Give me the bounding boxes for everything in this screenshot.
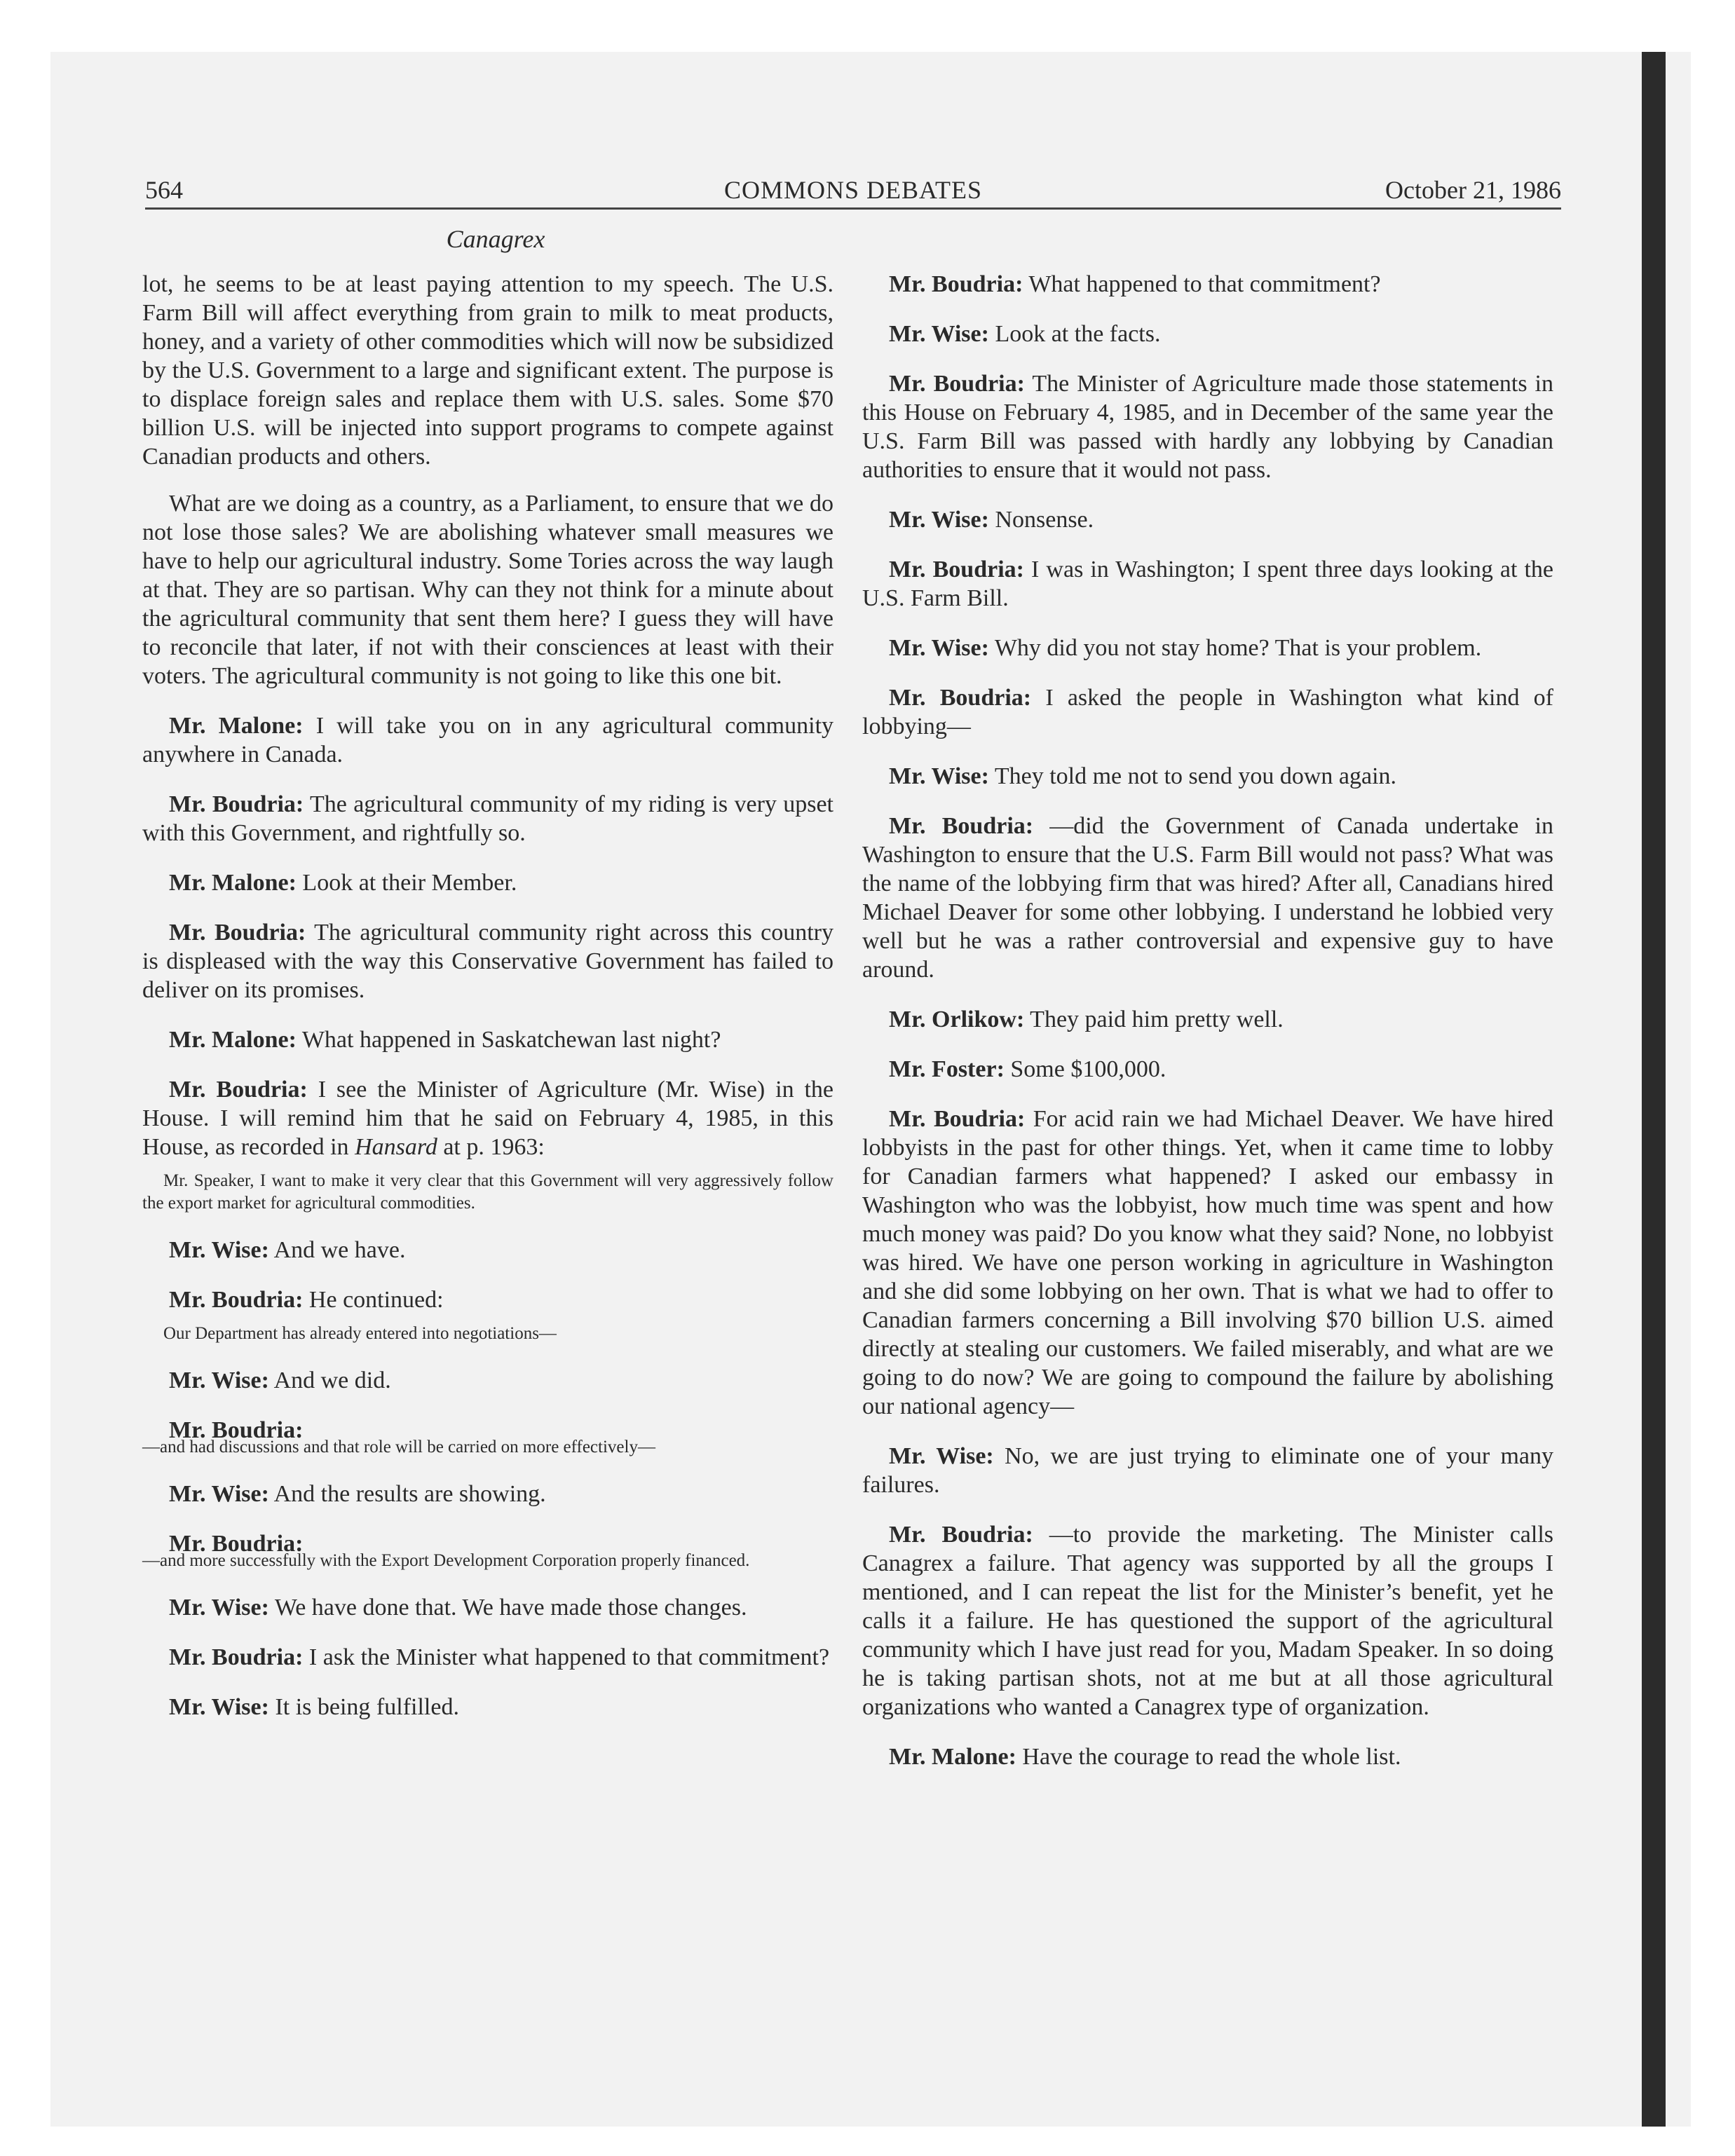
speaker-name: Mr. Boudria: <box>169 1531 304 1557</box>
speech-text: They paid him pretty well. <box>1030 1007 1284 1032</box>
speech-text: No, we are just trying to eliminate one of your many failures. <box>862 1443 1554 1498</box>
speech-text: What happened to that commitment? <box>1028 271 1381 297</box>
speech-paragraph <box>862 762 1553 791</box>
speech-text: I ask the Minister what happened to that commitment? <box>308 1644 830 1670</box>
quotation: Mr. Speaker, I want to make it very clear that this Government will very aggressively follow the export market for agricultural commodities. <box>142 1171 834 1213</box>
speech-text: What happened in Saskatchewan last night? <box>301 1027 721 1053</box>
publication-reference: Hansard <box>355 1134 437 1160</box>
speaker-name: Mr. Malone: <box>169 1027 297 1053</box>
speaker-name: Mr. Boudria: <box>169 1077 308 1103</box>
speech-paragraph <box>862 1105 1553 1421</box>
speech-text: For acid rain we had Michael Deaver. We have hired lobbyists in the past for other things. Yet, when it came time to lobby for Canadian farmers what happened? I asked our embassy in Washington who was the lobbyist, how much time was spent and how much money was paid? Do you know what they said? None, no lobbyist was hired. We have one person working in agriculture in Washington and she did some lobbying on her own. That is what we had to offer to Canadian farmers concerning a Bill involving $70 billion U.S. aimed directly at stealing our customers. We failed miserably, and what are we going to do now? We are going to compound the failure by abolishing our national agency— <box>862 1106 1554 1419</box>
speech-paragraph <box>862 1442 1553 1499</box>
speech-paragraph <box>862 555 1553 613</box>
speaker-name: Mr. Wise: <box>889 763 989 789</box>
speech-paragraph <box>142 1285 834 1314</box>
speech-paragraph <box>862 1005 1553 1034</box>
publication-date: October 21, 1986 <box>1385 176 1561 204</box>
speech-text: —to provide the marketing. The Minister calls Canagrex a failure. That agency was supported by all the groups I mentioned, and I can repeat the list for the Minister’s benefit, yet he calls it a failure. He has questioned the support of the agricultural community which I have just read for you, Madam Speaker. In so doing he is taking partisan shots, not at me but at all those agricultural organizations who wanted a Canagrex type of organization. <box>862 1522 1553 1720</box>
speech-paragraph <box>142 790 834 847</box>
speech-text: Have the courage to read the whole list. <box>1022 1744 1401 1770</box>
speaker-name: Mr. Malone: <box>169 713 304 739</box>
speech-paragraph <box>142 1025 834 1054</box>
speaker-name: Mr. Wise: <box>889 321 989 347</box>
speaker-name: Mr. Malone: <box>169 870 297 896</box>
speech-text: He continued: <box>308 1287 444 1313</box>
speech-paragraph <box>142 1643 834 1672</box>
speaker-name: Mr. Boudria: <box>889 557 1024 582</box>
speaker-name: Mr. Wise: <box>169 1237 269 1263</box>
speaker-name: Mr. Wise: <box>889 1443 994 1469</box>
speech-text: The agricultural community right across this country is displeased with the way this Conservative Government has failed to deliver on its promises. <box>142 920 834 1003</box>
speech-paragraph <box>862 369 1553 484</box>
speech-paragraph <box>862 1520 1553 1721</box>
speech-text: Look at the facts. <box>995 321 1161 347</box>
speech-paragraph <box>862 320 1553 348</box>
speech-paragraph <box>142 1075 834 1161</box>
speech-text: Nonsense. <box>995 507 1094 533</box>
speech-text: The Minister of Agriculture made those statements in this House on February 4, 1985, and in December of the same year the U.S. Farm Bill was passed with hardly any lobbying by Canadian authorities to ensure that it would not pass. <box>862 371 1554 483</box>
speaker-name: Mr. Wise: <box>889 507 989 533</box>
speaker-name: Mr. Boudria: <box>169 1287 304 1313</box>
speech-text: They told me not to send you down again. <box>994 763 1397 789</box>
speaker-name: Mr. Boudria: <box>889 1522 1033 1548</box>
paragraph: lot, he seems to be at least paying attention to my speech. The U.S. Farm Bill will affect everything from grain to milk to meat products, honey, and a variety of other commodities which will now be subsidized by the U.S. Government to a large and significant extent. The purpose is to displace foreign sales and replace them with U.S. sales. Some $70 billion U.S. will be injected into support programs to compete against Canadian products and others. <box>142 271 834 470</box>
speech-text: Some $100,000. <box>1010 1056 1166 1082</box>
page-number: 564 <box>145 176 183 204</box>
speaker-name: Mr. Boudria: <box>889 1106 1026 1132</box>
section-title: Canagrex <box>446 225 545 253</box>
speech-text: It is being fulfilled. <box>275 1694 459 1720</box>
speaker-name: Mr. Boudria: <box>889 813 1034 839</box>
speaker-name: Mr. Orlikow: <box>889 1007 1025 1032</box>
speech-paragraph <box>142 918 834 1004</box>
speech-paragraph <box>142 1236 834 1264</box>
quotation: Our Department has already entered into negotiations— <box>163 1324 557 1343</box>
speech-paragraph <box>862 812 1553 984</box>
speaker-name: Mr. Boudria: <box>169 791 304 817</box>
speech-text: at p. 1963: <box>443 1134 545 1160</box>
speech-text: I was in Washington; I spent three days looking at the U.S. Farm Bill. <box>862 557 1554 611</box>
speaker-name: Mr. Foster: <box>889 1056 1005 1082</box>
speaker-name: Mr. Boudria: <box>169 1417 304 1443</box>
speech-paragraph <box>862 683 1553 741</box>
speaker-name: Mr. Boudria: <box>889 685 1032 711</box>
running-header <box>145 172 1561 210</box>
speech-text: And the results are showing. <box>273 1481 546 1507</box>
speech-paragraph <box>142 1480 834 1508</box>
speech-paragraph <box>862 505 1553 534</box>
speaker-name: Mr. Wise: <box>169 1595 269 1621</box>
speaker-name: Mr. Wise: <box>169 1694 269 1720</box>
speech-text: The agricultural community of my riding is very upset with this Government, and rightfully so. <box>142 791 834 846</box>
speech-text: I asked the people in Washington what kind of lobbying— <box>862 685 1553 739</box>
speech-paragraph <box>862 1742 1553 1771</box>
speaker-name: Mr. Malone: <box>889 1744 1016 1770</box>
publication-title: COMMONS DEBATES <box>723 176 983 204</box>
speech-text: We have done that. We have made those changes. <box>274 1595 747 1621</box>
speech-paragraph <box>862 270 1553 299</box>
speaker-name: Mr. Boudria: <box>889 371 1025 397</box>
paragraph: What are we doing as a country, as a Parliament, to ensure that we do not lose those sales? We are abolishing whatever small measures we have to help our agricultural industry. Some Tories across the way laugh at that. They are so partisan. Why can they not think for a minute about the agricultural community that sent them here? I guess they will have to reconcile that later, if not with their consciences at least with their voters. The agricultural community is not going to like this one bit. <box>142 491 834 689</box>
speech-paragraph <box>142 1593 834 1622</box>
speaker-name: Mr. Boudria: <box>889 271 1023 297</box>
speech-paragraph <box>142 1693 834 1721</box>
quotation: —and more successfully with the Export Development Corporation properly financed. <box>142 1551 750 1570</box>
right-column <box>862 270 1553 1792</box>
page-edge-shadow <box>1642 52 1666 2127</box>
speech-paragraph <box>862 634 1553 662</box>
speech-text: —did the Government of Canada undertake in Washington to ensure that the U.S. Farm Bill would not pass? What was the name of the lobbying firm that was hired? After all, Canadians hired Michael Deaver for some other lobbying. I understand he lobbied very well but he was a rather controversial and expensive guy to have around. <box>862 813 1553 983</box>
speaker-name: Mr. Wise: <box>169 1481 269 1507</box>
speech-text: Why did you not stay home? That is your problem. <box>994 635 1482 661</box>
speaker-name: Mr. Wise: <box>889 635 989 661</box>
speaker-name: Mr. Boudria: <box>169 1644 304 1670</box>
speech-text: And we have. <box>273 1237 406 1263</box>
speech-text: I see the Minister of Agriculture (Mr. Wise) in the House. I will remind him that he said on February 4, 1985, in this House, as recorded in <box>142 1077 834 1160</box>
speech-text: Look at their Member. <box>302 870 517 896</box>
speech-paragraph <box>862 1055 1553 1084</box>
speaker-name: Mr. Wise: <box>169 1367 269 1393</box>
speech-text: I will take you on in any agricultural community anywhere in Canada. <box>142 713 834 767</box>
speech-paragraph <box>142 1366 834 1395</box>
quotation: —and had discussions and that role will be carried on more effectively— <box>142 1438 655 1456</box>
left-column <box>142 270 834 1742</box>
speech-paragraph <box>142 868 834 897</box>
speech-text: And we did. <box>273 1367 391 1393</box>
speech-paragraph <box>142 711 834 769</box>
speaker-name: Mr. Boudria: <box>169 920 306 946</box>
